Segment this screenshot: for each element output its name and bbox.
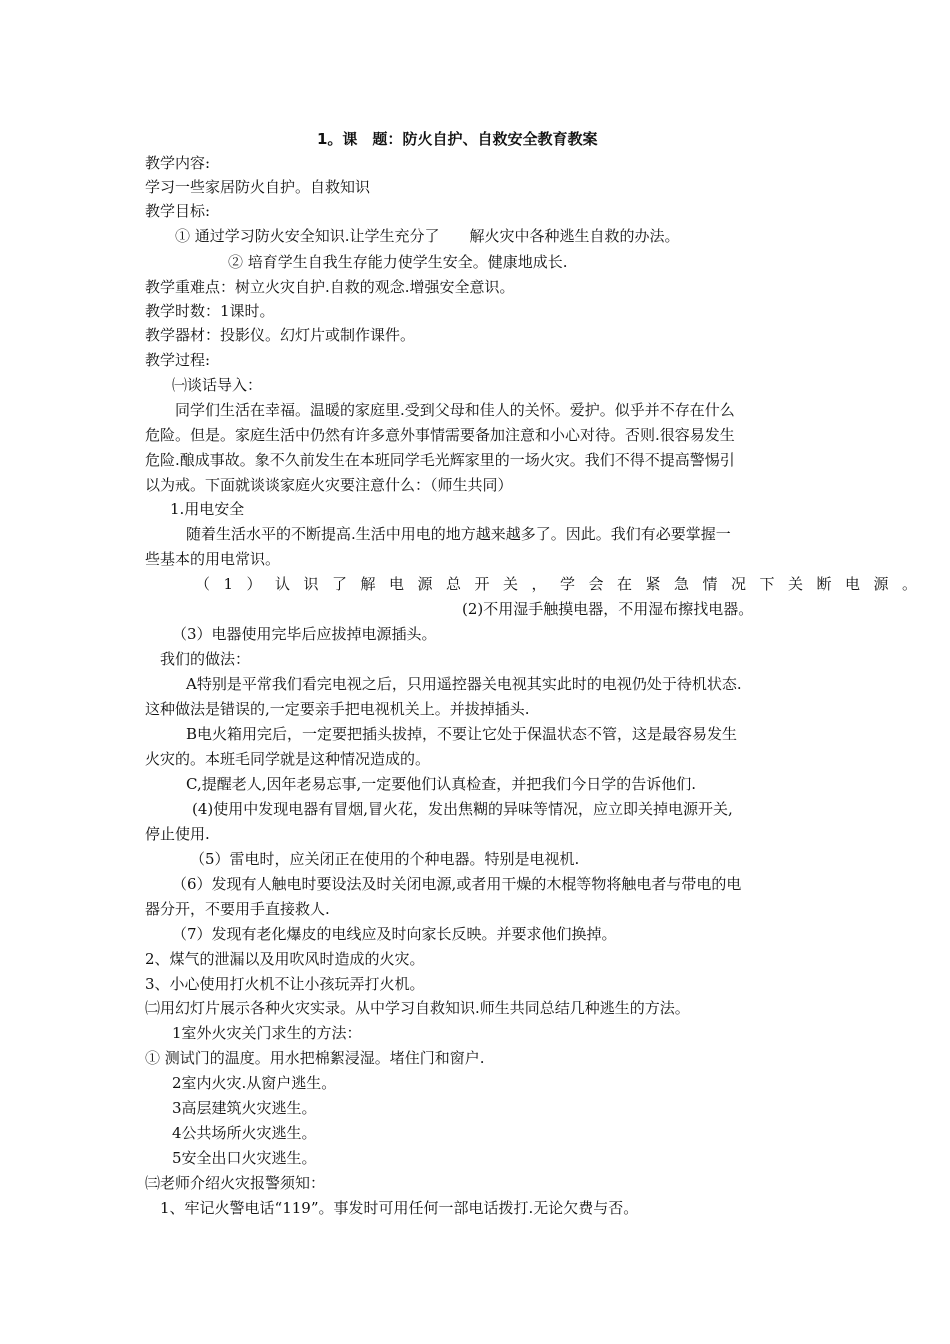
text-line: ② 培育学生自我生存能力使学生安全。健康地成长. (228, 253, 568, 271)
text-line: 5安全出口火灾逃生。 (172, 1149, 317, 1167)
text-line: 1、牢记火警电话“119”。事发时可用任何一部电话拨打.无论欠费与否。 (160, 1199, 639, 1217)
text-line: 学习一些家居防火自护。自救知识 (145, 178, 371, 196)
text-line: 教学目标: (145, 202, 211, 220)
text-line: 危险.酿成事故。象不久前发生在本班同学毛光辉家里的一场火灾。我们不得不提高警惕引 (145, 451, 735, 469)
text-line: （1）认识了解电源总开关，学会在紧急情况下关断电源。 (195, 575, 931, 593)
text-line: 器分开，不要用手直接救人. (145, 900, 330, 918)
text-line: B电火箱用完后，一定要把插头拔掉，不要让它处于保温状态不管，这是最容易发生 (186, 725, 738, 743)
text-line: 以为戒。下面就谈谈家庭火灾要注意什么：（师生共同） (145, 476, 513, 494)
text-line: 同学们生活在幸福。温暖的家庭里.受到父母和佳人的关怀。爱护。似乎并不存在什么 (175, 401, 735, 419)
text-line: (4)使用中发现电器有冒烟,冒火花，发出焦糊的异味等情况，应立即关掉电源开关, (192, 800, 733, 818)
text-line: 火灾的。本班毛同学就是这种情况造成的。 (145, 750, 431, 768)
text-line: 1.用电安全 (170, 500, 245, 518)
text-line: 随着生活水平的不断提高.生活中用电的地方越来越多了。因此。我们有必要掌握一 (186, 525, 731, 543)
text-line: （6）发现有人触电时要设法及时关闭电源,或者用干燥的木棍等物将触电者与带电的电 (172, 875, 742, 893)
text-line: ㈢老师介绍火灾报警须知： (145, 1174, 326, 1192)
text-line: 3高层建筑火灾逃生。 (172, 1099, 317, 1117)
text-line: ① 通过学习防火安全知识.让学生充分了 解火灾中各种逃生自救的办法。 (175, 227, 680, 245)
text-line: ㈡用幻灯片展示各种火灾实录。从中学习自救知识.师生共同总结几种逃生的方法。 (145, 999, 690, 1017)
text-line: (2)不用湿手触摸电器，不用湿布擦找电器。 (462, 600, 754, 618)
text-line: 教学重难点：树立火灾自护.自救的观念.增强安全意识。 (145, 278, 515, 296)
text-line: （5）雷电时，应关闭正在使用的个种电器。特别是电视机. (190, 850, 580, 868)
text-line: 教学过程: (145, 351, 211, 369)
text-line: 教学器材：投影仪。幻灯片或制作课件。 (145, 326, 416, 344)
text-line: 2、煤气的泄漏以及用吹风时造成的火灾。 (145, 950, 425, 968)
text-line: 1室外火灾关门求生的方法： (172, 1024, 362, 1042)
text-line: A特别是平常我们看完电视之后，只用遥控器关电视其实此时的电视仍处于待机状态. (186, 675, 742, 693)
text-line: 危险。但是。家庭生活中仍然有许多意外事情需要备加注意和小心对待。否则.很容易发生 (145, 426, 735, 444)
text-line: 3、小心使用打火机不让小孩玩弄打火机。 (145, 975, 425, 993)
text-line: 这种做法是错误的,一定要亲手把电视机关上。并拔掉插头. (145, 700, 530, 718)
text-line: ㈠谈话导入： (172, 376, 263, 394)
text-line: 教学内容: (145, 154, 211, 172)
text-line: 教学时数：1课时。 (145, 302, 275, 320)
text-line: 2室内火灾.从窗户逃生。 (172, 1074, 337, 1092)
document-title: 1。课 题：防火自护、自救安全教育教案 (317, 130, 598, 148)
text-line: 停止使用. (145, 825, 210, 843)
text-line: 我们的做法： (160, 650, 251, 668)
text-line: （3）电器使用完毕后应拔掉电源插头。 (172, 625, 437, 643)
text-line: ① 测试门的温度。用水把棉絮浸湿。堵住门和窗户. (145, 1049, 485, 1067)
text-line: 4公共场所火灾逃生。 (172, 1124, 317, 1142)
text-line: C,提醒老人,因年老易忘事,一定要他们认真检查，并把我们今日学的告诉他们. (186, 775, 697, 793)
text-line: （7）发现有老化爆皮的电线应及时向家长反映。并要求他们换掉。 (172, 925, 617, 943)
text-line: 些基本的用电常识。 (145, 550, 281, 568)
